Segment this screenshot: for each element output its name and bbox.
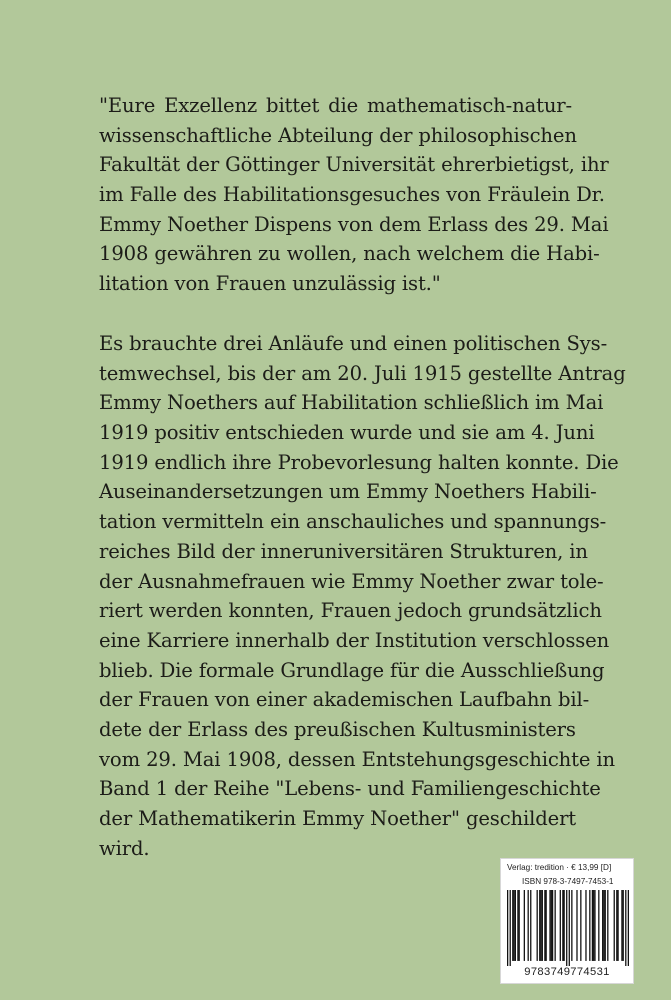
barcode-bar — [515, 890, 516, 961]
barcode-bar — [540, 890, 541, 961]
barcode-bar — [524, 890, 525, 961]
body-line: Emmy Noethers auf Habilitation schließlich im Mai — [99, 391, 604, 415]
barcode-bar — [585, 890, 586, 961]
body-line: der Ausnahmefrauen wie Emmy Noether zwar tole- — [99, 569, 604, 593]
barcode-bar — [598, 890, 599, 961]
quote-line: Emmy Noether Dispens von dem Erlass des 29. Mai — [99, 212, 609, 236]
barcode-bar — [510, 890, 511, 966]
description-paragraph — [99, 329, 626, 863]
publisher-price-line: Verlag: tredition · € 13,99 [D] — [507, 863, 612, 872]
barcode-bar — [605, 890, 606, 961]
barcode-bar — [607, 890, 608, 961]
barcode-bar — [628, 890, 629, 966]
body-line: riert werden konnten, Frauen jedoch grundsätzlich — [99, 599, 602, 623]
barcode-bar — [566, 890, 567, 966]
barcode-bar — [602, 890, 603, 961]
quote-line: 1908 gewähren zu wollen, nach welchem die Habi- — [99, 242, 600, 266]
body-line: wird. — [99, 836, 150, 860]
barcode-bar — [569, 890, 570, 966]
barcode-bar — [517, 890, 518, 961]
body-line: blieb. Die formale Grundlage für die Ausschließung — [99, 658, 605, 682]
barcode-bar — [603, 890, 604, 961]
barcode-bar — [530, 890, 531, 961]
barcode-bar — [560, 890, 561, 961]
barcode-bar — [564, 890, 565, 961]
barcode-bar — [546, 890, 547, 961]
quote-line: Fakultät der Göttinger Universität ehrerbietigst, ihr — [99, 153, 609, 177]
barcode-bar — [555, 890, 556, 961]
barcode-bar — [623, 890, 624, 961]
body-line: Band 1 der Reihe "Lebens- und Familiengeschichte — [99, 777, 601, 801]
quote-paragraph — [99, 91, 609, 299]
barcode-bar — [580, 890, 581, 961]
barcode-bar — [528, 890, 529, 961]
quote-line: "Eure Exzellenz bittet die mathematisch-natur- — [99, 94, 572, 117]
barcode-bar — [539, 890, 540, 961]
body-line: tation vermitteln ein anschauliches und spannungs- — [99, 510, 607, 534]
barcode-bars — [507, 890, 629, 966]
barcode-bar — [519, 890, 520, 961]
barcode-digits: 9783749774531 — [524, 966, 610, 978]
body-line: der Frauen von einer akademischen Laufbahn bil- — [99, 688, 590, 712]
barcode-bar — [594, 890, 595, 961]
barcode-bar — [625, 890, 626, 966]
body-line: 1919 endlich ihre Probevorlesung halten konnte. Die — [99, 450, 619, 474]
barcode-bar — [549, 890, 550, 961]
barcode-bar — [537, 890, 538, 961]
barcode-bar — [614, 890, 615, 961]
body-line: 1919 positiv entschieden wurde und sie am 4. Juni — [99, 421, 595, 445]
isbn-line: ISBN 978-3-7497-7453-1 — [522, 877, 614, 886]
barcode-bar — [562, 890, 563, 961]
body-line: eine Karriere innerhalb der Institution verschlossen — [99, 628, 610, 652]
barcode-bar — [617, 890, 618, 961]
barcode-bar — [512, 890, 513, 961]
barcode-bar — [592, 890, 593, 961]
barcode-bar — [544, 890, 545, 961]
barcode-bar — [616, 890, 617, 961]
barcode-bar — [513, 890, 514, 961]
quote-line: litation von Frauen unzulässig ist." — [99, 272, 441, 296]
barcode-bar — [571, 890, 572, 961]
body-line: dete der Erlass des preußischen Kultusministers — [99, 717, 576, 741]
isbn-barcode-label — [500, 858, 634, 984]
body-line: Auseinandersetzungen um Emmy Noethers Habili- — [99, 480, 597, 504]
body-line: vom 29. Mai 1908, dessen Entstehungsgeschichte in — [99, 747, 615, 771]
barcode-bar — [593, 890, 594, 961]
barcode-bar — [507, 890, 508, 966]
quote-line: im Falle des Habilitationsgesuches von Fräulein Dr. — [99, 183, 605, 207]
barcode-bar — [589, 890, 590, 961]
body-line: reiches Bild der inneruniversitären Strukturen, in — [99, 539, 588, 563]
barcode-bar — [621, 890, 622, 961]
body-line: temwechsel, bis der am 20. Juli 1915 gestellte Antrag — [99, 361, 626, 385]
body-line: der Mathematikerin Emmy Noether" geschildert — [99, 807, 577, 830]
quote-line: wissenschaftliche Abteilung der philosophischen — [99, 123, 577, 147]
body-line: Es brauchte drei Anläufe und einen politischen Sys- — [99, 332, 608, 355]
barcode-bar — [552, 890, 553, 961]
barcode-bar — [551, 890, 552, 961]
barcode-bar — [576, 890, 577, 961]
barcode-bar — [542, 890, 543, 961]
